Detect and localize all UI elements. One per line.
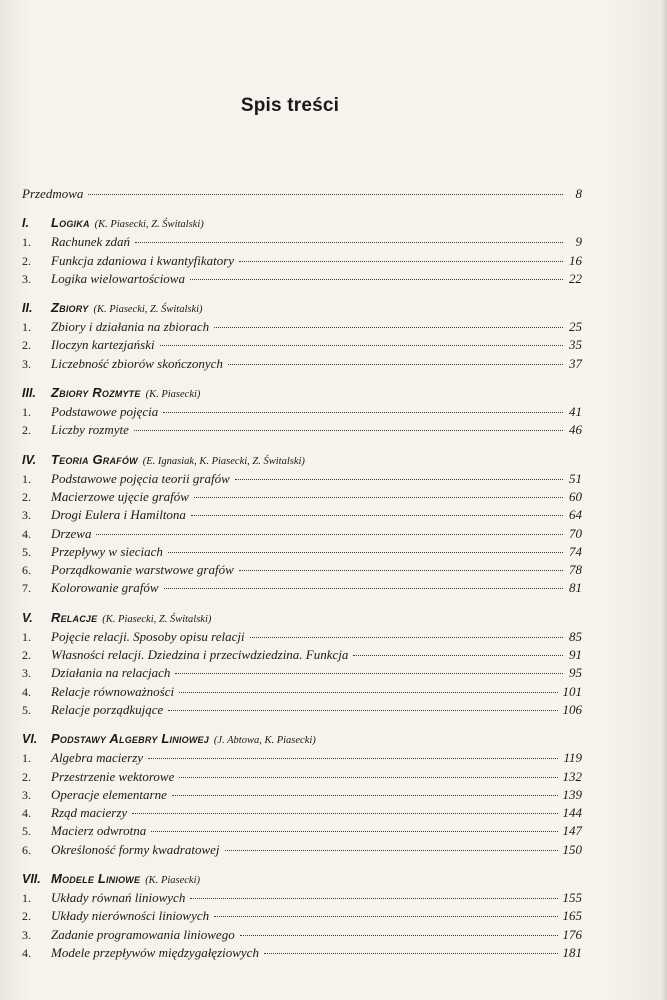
toc-entry-number: 1.: [22, 235, 31, 250]
dot-leader: [164, 588, 563, 589]
toc-entry-label: Pojęcie relacji. Sposoby opisu relacji: [51, 628, 245, 644]
toc-entry: [22, 907, 582, 925]
chapter-heading: [22, 450, 582, 470]
toc-entry: [22, 664, 582, 682]
dot-leader: [235, 479, 563, 480]
dot-leader: [191, 515, 563, 516]
toc-entry-label: Zadanie programowania liniowego: [51, 926, 235, 942]
dot-leader: [240, 935, 558, 936]
chapter-numeral: IV.: [22, 452, 37, 467]
dot-leader: [353, 655, 563, 656]
toc-entry: [22, 749, 582, 767]
dot-leader: [190, 279, 563, 280]
toc-entry-number: 1.: [22, 320, 31, 335]
toc-entry-number: 3.: [22, 271, 31, 286]
dot-leader: [214, 916, 557, 917]
toc-entry-number: 4.: [22, 526, 31, 541]
toc-entry: [22, 804, 582, 822]
toc-entry-number: 2.: [22, 338, 31, 353]
toc-entry-label: Modele przepływów międzygałęziowych: [51, 944, 259, 960]
toc-chapter: [22, 608, 582, 719]
toc-entry-number: 3.: [22, 666, 31, 681]
toc-entry-page: 9: [575, 234, 582, 250]
chapter-numeral: I.: [22, 216, 29, 231]
toc-chapter: [22, 450, 582, 598]
toc-entry-label: Macierzowe ujęcie grafów: [51, 488, 189, 504]
toc-entry-label: Działania na relacjach: [51, 665, 171, 681]
toc-entry-number: 2.: [22, 423, 31, 438]
dot-leader: [264, 953, 558, 954]
chapter-authors: (E. Ignasiak, K. Piasecki, Z. Świtalski): [142, 455, 305, 467]
toc-entry-page: 74: [569, 543, 582, 559]
toc-entry-number: 7.: [22, 581, 31, 596]
toc-entry: [22, 646, 582, 664]
toc-entry-page: 81: [569, 580, 582, 596]
dot-leader: [168, 552, 563, 553]
toc-entry-page: 91: [569, 647, 582, 663]
toc-entry-number: 1.: [22, 405, 31, 420]
toc-entry-label: Przestrzenie wektorowe: [51, 768, 175, 784]
toc-entry-page: 37: [569, 355, 582, 371]
toc-entry-page: 101: [562, 683, 582, 699]
toc-entry-page: 64: [569, 507, 582, 523]
toc-entry-page: 51: [569, 470, 582, 486]
toc-entry: [22, 926, 582, 944]
toc-entry-label: Drzewa: [51, 525, 92, 541]
dot-leader: [179, 777, 557, 778]
toc-entry-page: 147: [562, 823, 582, 839]
chapter-numeral: III.: [22, 386, 36, 401]
toc-entry: [22, 561, 582, 579]
toc-entry-page: 95: [569, 665, 582, 681]
dot-leader: [225, 850, 558, 851]
toc-entry-number: 3.: [22, 787, 31, 802]
toc-entry-number: 4.: [22, 945, 31, 960]
toc-entry-number: 3.: [22, 356, 31, 371]
toc-entry-page: 139: [562, 786, 582, 802]
toc-entry: [22, 822, 582, 840]
toc-entry-label: Rachunek zdań: [51, 234, 131, 250]
chapter-numeral: VI.: [22, 732, 38, 747]
toc-entry-label: Zbiory i działania na zbiorach: [51, 319, 210, 335]
toc-entry-number: 1.: [22, 891, 31, 906]
toc-entry-page: 165: [562, 908, 582, 924]
chapter-title: Podstawy Algebry Liniowej: [51, 731, 209, 747]
chapter-heading: [22, 608, 582, 628]
toc-entry: [22, 786, 582, 804]
toc-entry: [22, 270, 582, 288]
toc-entry-label: Podstawowe pojęcia teorii grafów: [51, 470, 230, 486]
chapter-heading: [22, 383, 582, 403]
toc-chapter: [22, 869, 582, 962]
toc-entry-label: Funkcja zdaniowa i kwantyfikatory: [51, 252, 235, 268]
chapter-authors: (K. Piasecki): [145, 875, 200, 887]
toc-entry-number: 4.: [22, 684, 31, 699]
toc-chapter: [22, 298, 582, 373]
toc-entry: [22, 318, 582, 336]
toc-entry: [22, 628, 582, 646]
dot-leader: [172, 795, 558, 796]
toc-entry-label: Liczebność zbiorów skończonych: [51, 355, 223, 371]
dot-leader: [194, 497, 563, 498]
toc-entry: [22, 944, 582, 962]
dot-leader: [132, 813, 557, 814]
dot-leader: [179, 692, 557, 693]
toc-entry-label: Relacje porządkujące: [51, 701, 164, 717]
dot-leader: [163, 412, 563, 413]
toc-entry-label: Drogi Eulera i Hamiltona: [51, 507, 186, 523]
toc-entry-label: Przedmowa: [22, 186, 84, 201]
chapter-heading: [22, 869, 582, 889]
dot-leader: [228, 364, 563, 365]
toc-entry-number: 3.: [22, 508, 31, 523]
chapter-numeral: VII.: [22, 872, 41, 887]
toc-entry-label: Rząd macierzy: [51, 805, 128, 821]
dot-leader: [239, 261, 563, 262]
chapter-title: Teoria Grafów: [51, 451, 138, 467]
dot-leader: [239, 570, 563, 571]
toc-entry: [22, 543, 582, 561]
dot-leader: [96, 534, 563, 535]
toc-entry-number: 5.: [22, 824, 31, 839]
toc-entry-page: 70: [569, 525, 582, 541]
chapter-authors: (J. Abtowa, K. Piasecki): [213, 735, 316, 747]
toc-entry-number: 5.: [22, 702, 31, 717]
toc-entry-page: 78: [569, 562, 582, 578]
chapter-authors: (K. Piasecki, Z. Świtalski): [94, 219, 204, 231]
dot-leader: [250, 637, 563, 638]
dot-leader: [88, 194, 563, 195]
toc-chapter: [22, 213, 582, 288]
toc-entry-label: Podstawowe pojęcia: [51, 404, 159, 420]
toc-entry-label: Przepływy w sieciach: [51, 543, 163, 559]
toc-entry: [22, 525, 582, 543]
toc-entry-number: 2.: [22, 253, 31, 268]
toc-entry-number: 3.: [22, 927, 31, 942]
toc-entry-page: 35: [569, 337, 582, 353]
toc-entry: [22, 488, 582, 506]
chapter-authors: (K. Piasecki, Z. Świtalski): [93, 304, 203, 316]
dot-leader: [160, 345, 563, 346]
toc-entry: [22, 683, 582, 701]
toc-entry-number: 5.: [22, 544, 31, 559]
toc-entry-page: 16: [569, 252, 582, 268]
dot-leader: [134, 430, 563, 431]
dot-leader: [148, 758, 558, 759]
toc-entry-label: Określoność formy kwadratowej: [51, 841, 220, 857]
toc-entry-number: 4.: [22, 806, 31, 821]
toc-entry: [22, 355, 582, 373]
toc-entry-number: 6.: [22, 563, 31, 578]
toc-entry-label: Macierz odwrotna: [51, 823, 147, 839]
toc-entry: [22, 403, 582, 421]
toc-entry-number: 1.: [22, 751, 31, 766]
toc-entry-number: 2.: [22, 489, 31, 504]
chapter-heading: [22, 213, 582, 233]
chapter-authors: (K. Piasecki): [145, 389, 201, 401]
toc-entry-page: 22: [569, 270, 582, 286]
toc-entry-page: 144: [562, 805, 582, 821]
toc-entry: [22, 506, 582, 524]
toc-entry-label: Kolorowanie grafów: [51, 580, 159, 596]
toc-entry: [22, 421, 582, 439]
dot-leader: [135, 242, 563, 243]
chapter-title: Zbiory Rozmyte: [51, 385, 141, 401]
toc-entry: [22, 579, 582, 597]
toc-entry-page: 25: [569, 319, 582, 335]
toc-entry-number: 1.: [22, 629, 31, 644]
toc-entry-number: 1.: [22, 471, 31, 486]
toc-entry: [22, 768, 582, 786]
toc-entry: [22, 470, 582, 488]
toc-entry-label: Własności relacji. Dziedzina i przeciwdziedzina. Funkcja: [51, 647, 349, 663]
toc-entry-label: Układy nierówności liniowych: [51, 908, 210, 924]
chapter-title: Relacje: [51, 609, 98, 625]
chapter-heading: [22, 729, 582, 749]
toc-entry-page: 85: [569, 628, 582, 644]
toc-entry-page: 106: [562, 701, 582, 717]
toc-entry-label: Relacje równoważności: [51, 683, 175, 699]
toc-entry-page: 132: [562, 768, 582, 784]
toc-entry-page: 155: [562, 890, 582, 906]
toc-entry: [22, 252, 582, 270]
toc-entry-page: 60: [569, 488, 582, 504]
dot-leader: [214, 327, 563, 328]
toc-entry-page: 176: [562, 926, 582, 942]
page-edge-shadow: [661, 0, 667, 1000]
table-of-contents: [22, 185, 582, 962]
toc-entry: [22, 701, 582, 719]
toc-entry-label: Operacje elementarne: [51, 786, 167, 802]
toc-entry: [22, 233, 582, 251]
toc-entry-page: 46: [569, 422, 582, 438]
toc-chapter: [22, 729, 582, 859]
toc-entry-number: 2.: [22, 909, 31, 924]
toc-entry: [22, 336, 582, 354]
dot-leader: [190, 898, 557, 899]
toc-entry-label: Algebra macierzy: [51, 750, 144, 766]
page-title: Spis treści: [240, 95, 340, 116]
chapter-numeral: V.: [22, 610, 33, 625]
toc-entry-label: Porządkowanie warstwowe grafów: [51, 562, 234, 578]
chapter-numeral: II.: [22, 301, 33, 316]
toc-entry-page: 181: [562, 944, 582, 960]
dot-leader: [168, 710, 557, 711]
toc-entry-number: 2.: [22, 648, 31, 663]
toc-entry-page: 150: [562, 841, 582, 857]
toc-entry: [22, 889, 582, 907]
toc-entry-label: Iloczyn kartezjański: [51, 337, 155, 353]
dot-leader: [175, 673, 563, 674]
toc-entry-number: 6.: [22, 842, 31, 857]
toc-entry-intro: [22, 185, 582, 203]
dot-leader: [151, 831, 557, 832]
toc-entry-label: Logika wielowartościowa: [51, 270, 185, 286]
toc-entry-number: 2.: [22, 769, 31, 784]
chapter-title: Logika: [51, 215, 90, 231]
toc-entry-label: Liczby rozmyte: [51, 422, 129, 438]
toc-entry: [22, 841, 582, 859]
toc-entry-label: Układy równań liniowych: [51, 890, 186, 906]
toc-entry-page: 119: [563, 750, 582, 766]
toc-entry-page: 41: [569, 404, 582, 420]
chapter-heading: [22, 298, 582, 318]
chapter-title: Zbiory: [51, 300, 89, 316]
chapter-authors: (K. Piasecki, Z. Świtalski): [102, 613, 212, 625]
toc-entry-page: 8: [575, 186, 582, 201]
toc-chapter: [22, 383, 582, 440]
chapter-title: Modele Liniowe: [51, 871, 141, 887]
